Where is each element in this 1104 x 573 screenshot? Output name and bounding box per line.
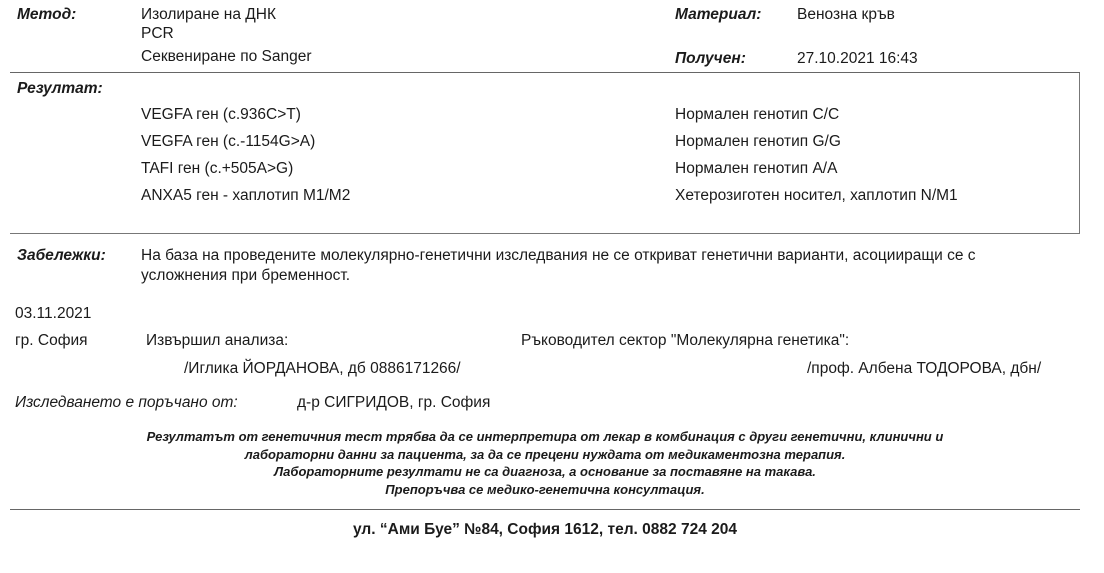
method-label: Метод:: [17, 6, 77, 23]
result-outcome: Нормален генотип C/C: [675, 106, 840, 123]
footer-divider: [10, 509, 1080, 510]
received-value: 27.10.2021 16:43: [797, 50, 918, 67]
footer-address: ул. “Ами Буе” №84, София 1612, тел. 0882 724 204: [353, 521, 737, 538]
notes-label: Забележки:: [17, 247, 106, 264]
result-box: [10, 73, 1080, 234]
method-line-1: Изолиране на ДНК: [141, 6, 276, 23]
department-head-label: Ръководител сектор "Молекулярна генетика":: [521, 332, 850, 349]
method-line-2: PCR: [141, 25, 174, 42]
report-date: 03.11.2021: [15, 305, 92, 322]
method-line-3: Секвениране по Sanger: [141, 48, 312, 65]
notes-text: На база на проведените молекулярно-генетични изследвания не се откриват генетични варианти, асоцииращи се с усложнения при бременност.: [141, 247, 976, 284]
ordered-by-value: д-р СИГРИДОВ, гр. София: [297, 394, 491, 411]
received-label: Получен:: [675, 50, 746, 67]
result-test: VEGFA ген (c.936C>T): [141, 106, 301, 123]
result-outcome: Нормален генотип A/A: [675, 160, 838, 177]
result-outcome: Хетерозиготен носител, хаплотип N/M1: [675, 187, 958, 204]
disclaimer-line: Лабораторните резултати не са диагноза, а основание за поставяне на такава.: [274, 464, 816, 479]
disclaimer-line: Резултатът от генетичния тест трябва да се интерпретира от лекар в комбинация с други генетични, клинични и: [146, 429, 944, 444]
material-label: Материал:: [675, 6, 762, 23]
disclaimer-line: Препоръчва се медико-генетична консултация.: [385, 481, 705, 497]
disclaimer: [10, 428, 1080, 498]
department-head-name: /проф. Албена ТОДОРОВА, дбн/: [807, 360, 1042, 377]
result-test: TAFI ген (c.+505A>G): [141, 160, 294, 177]
performed-by-name: /Иглика ЙОРДАНОВА, дб 0886171266/: [184, 360, 461, 377]
result-label: Резултат:: [17, 80, 103, 97]
report-city: гр. София: [15, 332, 88, 349]
material-value: Венозна кръв: [797, 6, 895, 23]
ordered-by-label: Изследването е поръчано от:: [15, 394, 238, 411]
performed-by-label: Извършил анализа:: [146, 332, 289, 349]
result-test: VEGFA ген (c.-1154G>A): [141, 133, 316, 150]
result-test: ANXA5 ген - хаплотип M1/M2: [141, 187, 351, 204]
result-outcome: Нормален генотип G/G: [675, 133, 841, 150]
disclaimer-line: лабораторни данни за пациента, за да се прецени нуждата от медикаментозна терапия.: [244, 446, 846, 462]
